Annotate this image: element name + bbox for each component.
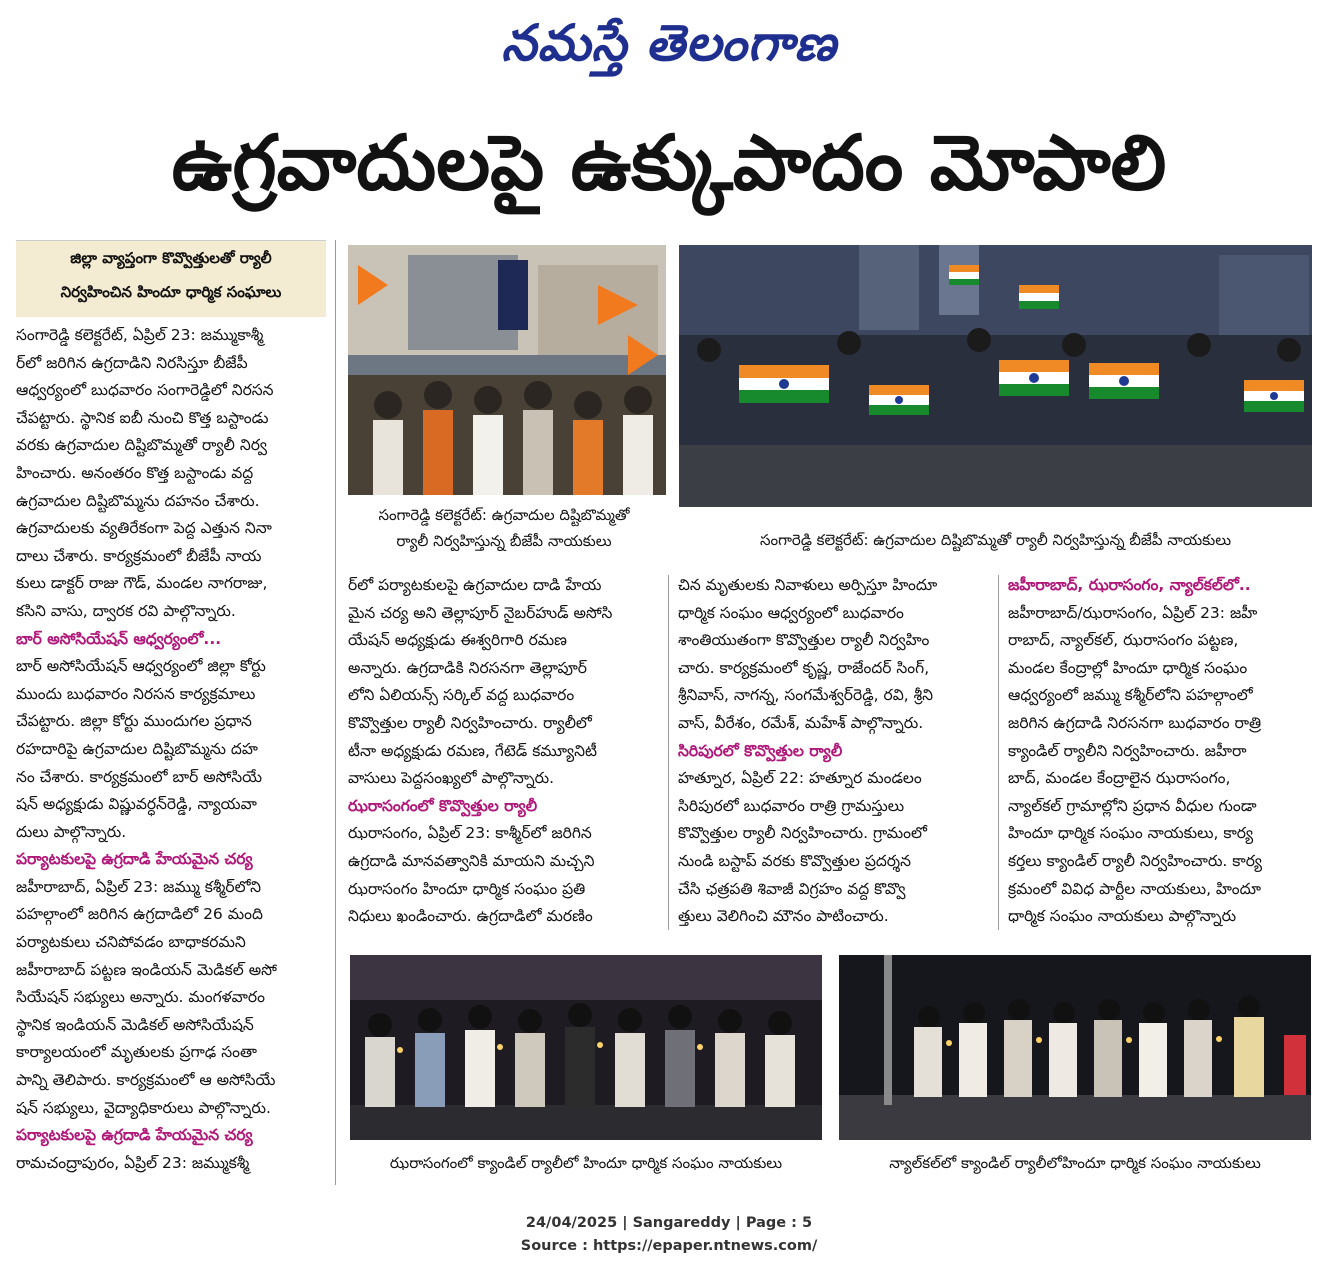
text-line: ఉగ్రవాదుల దిష్టిబొమ్మను దహనం చేశారు. xyxy=(16,491,260,510)
text-line: వరకు ఉగ్రవాదుల దిష్టిబొమ్మతో ర్యాలీ నిర్వ xyxy=(16,436,268,455)
headline: ఉగ్రవాదులపై ఉక్కుపాదం మోపాలి xyxy=(171,118,1167,207)
text-line: జహీరాబాద్/ఝరాసంగం, ఏప్రిల్ 23: జహీ xyxy=(1008,603,1258,622)
text-line: శ్రీనివాస్, నాగన్న, సంగమేశ్వర్‌రెడ్డి, రవి, శ్రీని xyxy=(678,686,933,705)
section-subheading: జహీరాబాద్, ఝరాసంగం, న్యాల్‌కల్‌లో.. xyxy=(1008,576,1251,594)
text-line: న్యాల్‌కల్ గ్రామాల్లోని ప్రధాన వీధుల గుండా xyxy=(1008,796,1257,815)
text-line: అన్నారు. ఉగ్రదాడికి నిరసనగా తెల్లాపూర్ xyxy=(348,658,587,677)
text-line: రాబాద్, న్యాల్‌కల్, ఝరాసంగం పట్టణ, xyxy=(1008,631,1239,650)
text-line: సంగారెడ్డి కలెక్టరేట్, ఏప్రిల్ 23: జమ్ముకాశ్మీ xyxy=(16,326,264,344)
footer-source: Source : https://epaper.ntnews.com/ xyxy=(520,1238,818,1254)
text-line: కొవ్వొత్తుల ర్యాలీ నిర్వహించారు. గ్రామంలో xyxy=(678,824,927,843)
photo-3-caption: ఝరాసంగంలో క్యాండిల్ ర్యాలీలో హిందూ ధార్మిక సంఘం నాయకులు xyxy=(389,1154,783,1172)
section-subheading: పర్యాటకులపై ఉగ్రదాడి హేయమైన చర్య xyxy=(16,850,253,869)
text-line: జహీరాబాద్ పట్టణ ఇండియన్ మెడికల్ అసో xyxy=(16,960,277,979)
text-line: ర్‌లో జరిగిన ఉగ్రదాడిని నిరసిస్తూ బీజేపీ xyxy=(16,353,248,372)
text-line: చిన మృతులకు నివాళులు అర్పిస్తూ హిందూ xyxy=(678,576,938,594)
paragraph xyxy=(678,765,992,931)
subhead-box xyxy=(16,240,326,317)
text-line: యేషన్ అధ్యక్షుడు ఈశ్వరిగారి రమణ xyxy=(348,631,567,650)
text-line: ఆధ్వర్యంలో జమ్ము కశ్మీర్‌లోని పహల్గాంలో xyxy=(1008,686,1253,705)
text-line: ఝరాసంగం, ఏప్రిల్ 23: కాశ్మీర్‌లో జరిగిన xyxy=(348,824,592,843)
paragraph xyxy=(348,820,664,930)
section-subheading: ఝరాసంగంలో కొవ్వొత్తుల ర్యాలీ xyxy=(348,796,538,815)
column-1 xyxy=(16,322,328,1177)
text-line: లోని ఏలియన్స్ సర్కిల్ వద్ద బుధవారం xyxy=(348,686,575,705)
text-line: జహీరాబాద్, ఏప్రిల్ 23: జమ్ము కశ్మీర్‌లోని xyxy=(16,877,262,896)
column-rule xyxy=(998,575,999,930)
text-line: కొవ్వొత్తుల ర్యాలీ నిర్వహించారు. ర్యాలీలో xyxy=(348,713,592,732)
text-line: బాద్, మండల కేంద్రాలైన ఝరాసంగం, xyxy=(1008,769,1231,788)
text-line: దులు పాల్గొన్నారు. xyxy=(16,822,127,841)
photo-candle-rally-jharasangam xyxy=(350,955,822,1140)
section-subheading: బార్ అసోసియేషన్ ఆధ్వర్యంలో... xyxy=(16,629,222,648)
text-line: వాసులు పెద్దసంఖ్యలో పాల్గొన్నారు. xyxy=(348,769,555,788)
text-line: ఝరాసంగం హిందూ ధార్మిక సంఘం ప్రతి xyxy=(348,879,586,898)
photo-illustration xyxy=(350,955,822,1140)
text-line: ధార్మిక సంఘం ఆధ్వర్యంలో బుధవారం xyxy=(678,603,904,622)
column-4 xyxy=(1008,572,1326,931)
text-line: చారు. కార్యక్రమంలో కృష్ణ, రాజేందర్ సింగ్, xyxy=(678,658,930,677)
text-line: కార్యాలయంలో మృతులకు ప్రగాఢ సంతా xyxy=(16,1043,257,1062)
text-line: జరిగిన ఉగ్రదాడి నిరసనగా బుధవారం రాత్రి xyxy=(1008,713,1262,732)
subhead-line: జిల్లా వ్యాప్తంగా కొవ్వొత్తులతో ర్యాలీ xyxy=(70,249,272,267)
text-line: శాంతియుతంగా కొవ్వొత్తుల ర్యాలీ నిర్వహిం xyxy=(678,631,930,650)
caption-line: సంగారెడ్డి కలెక్టరేట్: ఉగ్రవాదుల దిష్టిబొమ్మతో xyxy=(378,506,630,524)
paragraph xyxy=(348,572,664,793)
photo-illustration xyxy=(679,245,1312,507)
paragraph xyxy=(1008,600,1326,931)
text-line: స్థానిక ఇండియన్ మెడికల్ అసోసియేషన్ xyxy=(16,1015,254,1034)
text-line: నం చేశారు. కార్యక్రమంలో బార్ అసోసియే xyxy=(16,767,263,786)
photo-effigy-rally xyxy=(348,245,666,495)
photo-illustration xyxy=(348,245,666,495)
subhead-line: నిర్వహించిన హిందూ ధార్మిక సంఘాలు xyxy=(60,283,282,301)
text-line: ఉగ్రదాడి మానవత్వానికి మాయని మచ్చని xyxy=(348,851,595,870)
text-line: ర్‌లో పర్యాటకులపై ఉగ్రవాదుల దాడి హేయ xyxy=(348,576,602,594)
column-2 xyxy=(348,572,664,931)
photo-candle-rally-nyalkal xyxy=(839,955,1311,1140)
text-line: వాస్, వీరేశం, రమేశ్, మహేశ్ పాల్గొన్నారు. xyxy=(678,713,924,732)
masthead: నమస్తే తెలంగాణ xyxy=(501,13,837,72)
text-line: కర్తలు క్యాండిల్ ర్యాలీ నిర్వహించారు. కార్య xyxy=(1008,851,1263,870)
text-line: ఉగ్రవాదులకు వ్యతిరేకంగా పెద్ద ఎత్తున నినా xyxy=(16,519,272,538)
column-rule xyxy=(668,575,669,930)
paragraph xyxy=(16,322,328,626)
text-line: టీనా అధ్యక్షుడు రమణ, గేటెడ్ కమ్యూనిటీ xyxy=(348,741,597,760)
paragraph xyxy=(678,572,992,738)
text-line: సియేషన్ సభ్యులు అన్నారు. మంగళవారం xyxy=(16,988,265,1007)
text-line: చేపట్టారు. జిల్లా కోర్టు ముందుగల ప్రధాన xyxy=(16,712,252,731)
text-line: హత్నూర, ఏప్రిల్ 22: హత్నూర మండలం xyxy=(678,769,922,788)
text-line: నుండి బస్టాప్ వరకు కొవ్వొత్తుల ప్రదర్శన xyxy=(678,851,912,870)
text-line: ముందు బుధవారం నిరసన కార్యక్రమాలు xyxy=(16,684,256,703)
section-subheading: పర్యాటకులపై ఉగ్రదాడి హేయమైన చర్య xyxy=(16,1126,253,1145)
text-line: త్తులు వెలిగించి మౌనం పాటించారు. xyxy=(678,907,889,926)
caption-line: ర్యాలీ నిర్వహిస్తున్న బీజేపీ నాయకులు xyxy=(396,532,612,550)
text-line: పహల్గాంలో జరిగిన ఉగ్రదాడిలో 26 మంది xyxy=(16,905,263,924)
section-subheading: సిరిపురలో కొవ్వొత్తుల ర్యాలీ xyxy=(678,741,843,760)
text-line: సిరిపురలో బుధవారం రాత్రి గ్రామస్తులు xyxy=(678,796,905,815)
text-line: మండల కేంద్రాల్లో హిందూ ధార్మిక సంఘం xyxy=(1008,658,1248,677)
text-line: చేసి ఛత్రపతి శివాజీ విగ్రహం వద్ద కొవ్వొ xyxy=(678,879,906,898)
paragraph xyxy=(16,653,328,846)
text-line: రామచంద్రాపురం, ఏప్రిల్ 23: జమ్ముకశ్మీ xyxy=(16,1153,250,1172)
photo-1-caption xyxy=(340,502,668,554)
text-line: దాలు చేశారు. కార్యక్రమంలో బీజేపీ నాయ xyxy=(16,546,262,565)
text-line: ఆధ్వర్యంలో బుధవారం సంగారెడ్డిలో నిరసన xyxy=(16,381,274,400)
column-3 xyxy=(678,572,992,931)
text-line: మైన చర్య అని తెల్లాపూర్ నైబర్‌హుడ్ అసోసి xyxy=(348,603,613,622)
text-line: పాన్ని తెలిపారు. కార్యక్రమంలో ఆ అసోసియే xyxy=(16,1071,276,1090)
text-line: ధార్మిక సంఘం నాయకులు పాల్గొన్నారు xyxy=(1008,907,1237,926)
column-rule xyxy=(335,240,336,1185)
text-line: షన్ సభ్యులు, వైద్యాధికారులు పాల్గొన్నారు. xyxy=(16,1098,271,1117)
text-line: కసిని వాసు, ద్వారక రవి పాల్గొన్నారు. xyxy=(16,601,236,620)
photo-4-caption: న్యాల్‌కల్‌లో క్యాండిల్ ర్యాలీలోహిందూ ధార్మిక సంఘం నాయకులు xyxy=(889,1154,1261,1172)
text-line: హిందూ ధార్మిక సంఘం నాయకులు, కార్య xyxy=(1008,824,1254,843)
text-line: క్యాండిల్ ర్యాలీని నిర్వహించారు. జహీరా xyxy=(1008,741,1247,760)
paragraph xyxy=(16,1150,328,1178)
photo-illustration xyxy=(839,955,1311,1140)
text-line: కులు డాక్టర్ రాజు గౌడ్, మండల నాగరాజు, xyxy=(16,574,268,593)
text-line: హించారు. అనంతరం కొత్త బస్టాండు వద్ద xyxy=(16,463,254,482)
footer-date-edition: 24/04/2025 | Sangareddy | Page : 5 xyxy=(525,1215,813,1231)
text-line: బార్ అసోసియేషన్ ఆధ్వర్యంలో జిల్లా కోర్టు xyxy=(16,657,266,676)
photo-2-caption: సంగారెడ్డి కలెక్టరేట్: ఉగ్రవాదుల దిష్టిబొమ్మతో ర్యాలీ నిర్వహిస్తున్న బీజేపీ నాయకులు xyxy=(759,531,1232,549)
text-line: రహదారిపై ఉగ్రవాదుల దిష్టిబొమ్మను దహ xyxy=(16,739,258,758)
text-line: చేపట్టారు. స్థానిక ఐబీ నుంచి కొత్త బస్టాండు xyxy=(16,408,269,427)
paragraph xyxy=(16,874,328,1122)
photo-flag-rally xyxy=(679,245,1312,507)
text-line: నిధులు ఖండించారు. ఉగ్రదాడిలో మరణిం xyxy=(348,907,593,926)
text-line: షన్ అధ్యక్షుడు విష్ణువర్ధన్‌రెడ్డి, న్యాయవా xyxy=(16,795,257,814)
text-line: పర్యాటకులు చనిపోవడం బాధాకరమని xyxy=(16,933,246,952)
text-line: క్రమంలో వివిధ పార్టీల నాయకులు, హిందూ xyxy=(1008,879,1261,898)
